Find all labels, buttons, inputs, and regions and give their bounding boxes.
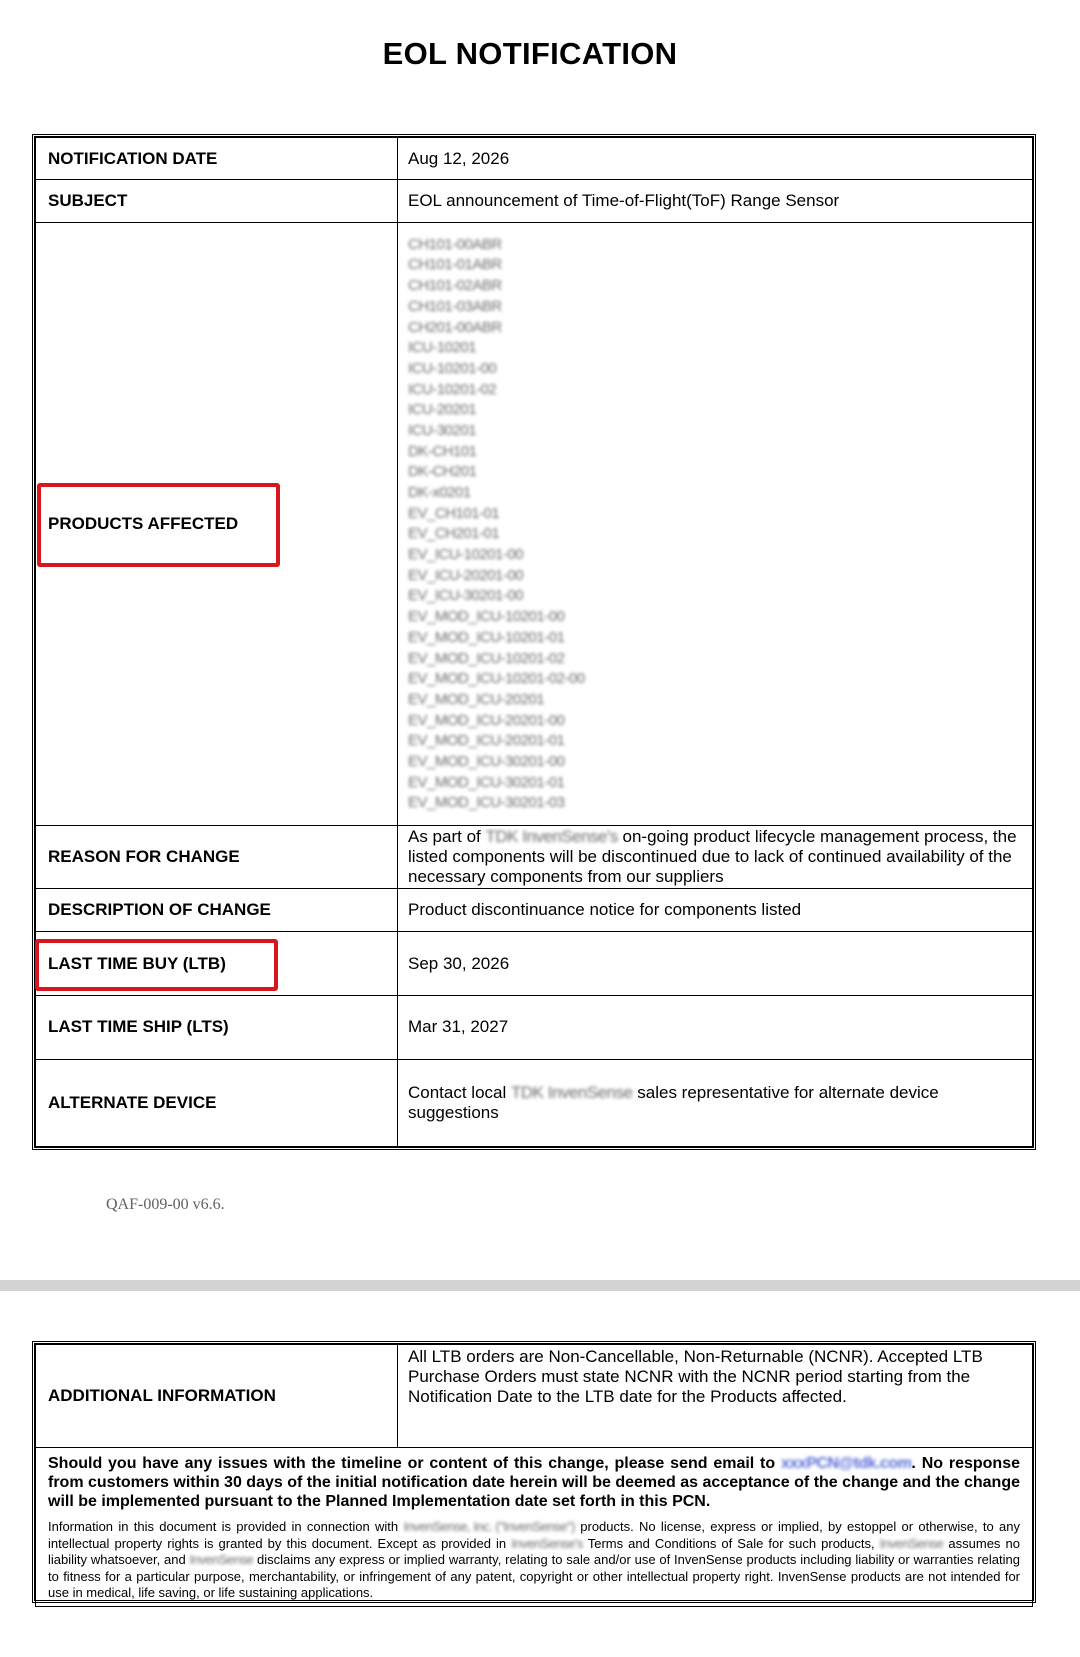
legal-part-1: Information in this document is provided in connection with [48,1519,399,1534]
notification-date-row [36,138,1033,180]
redacted-company-name: InvenSense, Inc. ("InvenSense") [403,1519,575,1534]
page-separator [0,1280,1080,1291]
notice-cell [36,1448,1033,1607]
legal-part-3: Terms and Conditions of Sale for such products, [587,1535,875,1551]
alternate-prefix: Contact local [408,1082,507,1102]
alternate-suffix: sales representative for alternate device suggestions [408,1082,939,1122]
redacted-company-name: TDK InvenSense's [485,827,618,847]
legal-part-5: disclaims any express or implied warranty, relating to sale and/or use of InvenSense products including liability or warranties relating to fitness for a particular purpose, merchantability, or infringement of any patent, copyright or other intellectual property right. InvenSense products are not intended for use in medical, life saving, or life sustaining applications. [48,1552,1020,1600]
notification-date-label: NOTIFICATION DATE [36,138,398,180]
additional-information-label: ADDITIONAL INFORMATION [36,1345,398,1448]
redacted-part-number: EV_ICU-10201-00 [408,546,524,564]
response-notice [36,1448,1032,1515]
redacted-part-number: DK-x0201 [408,484,471,502]
description-of-change-label: DESCRIPTION OF CHANGE [36,888,398,931]
notice-suffix: . No response from customers within 30 days of the initial notification date herein will be deemed as acceptance of the change and the change will be implemented pursuant to the Planned Implementation date set forth in this PCN. [48,1455,1020,1510]
redacted-company-name: InvenSense's [511,1535,583,1551]
products-affected-list [398,223,1033,826]
redacted-part-number: EV_MOD_ICU-20201-00 [408,711,565,729]
subject-label: SUBJECT [36,180,398,223]
alternate-device-row [36,1059,1033,1146]
redacted-company-name: TDK InvenSense [511,1082,633,1102]
additional-information-value: All LTB orders are Non-Cancellable, Non-Returnable (NCNR). Accepted LTB Purchase Orders must state NCNR with the NCNR period starting from the Notification Date to the LTB date for the Products affected. [398,1345,1033,1448]
highlight-box-last-time-buy [35,939,278,991]
redacted-part-number: EV_MOD_ICU-10201-00 [408,608,565,626]
alternate-device-label: ALTERNATE DEVICE [36,1059,398,1146]
redacted-part-number: DK-CH201 [408,463,477,481]
page-title: EOL NOTIFICATION [382,36,678,71]
eol-notification-table [32,134,1036,1150]
legal-part-2: products. No license, express or implied, by estoppel or otherwise, to any intellectual property rights is granted by this document. Except as provided in [48,1519,1020,1551]
additional-information-row [36,1345,1033,1448]
redacted-part-number: EV_MOD_ICU-10201-02 [408,649,565,667]
reason-suffix: on-going product lifecycle management process, the listed components will be discontinued due to lack of continued availability of the necessary components from our suppliers [408,827,1017,887]
notice-prefix: Should you have any issues with the timeline or content of this change, please send email to [48,1455,776,1472]
highlight-box-products-affected [37,483,280,567]
legal-disclaimer [36,1515,1032,1606]
subject-row [36,180,1033,223]
redacted-company-name: InvenSense [879,1535,944,1551]
redacted-part-number: EV_MOD_ICU-30201-00 [408,752,565,770]
redacted-part-number: EV_CH201-01 [408,525,500,543]
reason-for-change-label: REASON FOR CHANGE [36,826,398,888]
reason-for-change-row [36,826,1033,888]
last-time-buy-label: LAST TIME BUY (LTB) [36,931,398,995]
legal-part-4: assumes no liability whatsoever, and [48,1535,1020,1567]
redacted-part-number: EV_CH101-01 [408,504,500,522]
redacted-email: xxxPCN@tdk.com [781,1455,912,1472]
form-code: QAF-009-00 v6.6. [106,1196,225,1213]
redacted-part-number: CH201-00ABR [408,318,502,336]
last-time-ship-value: Mar 31, 2027 [398,996,1033,1059]
redacted-part-number: ICU-20201 [408,401,477,419]
redacted-part-number: EV_MOD_ICU-20201-01 [408,732,565,750]
redacted-part-number: EV_MOD_ICU-30201-03 [408,794,565,812]
description-of-change-value: Product discontinuance notice for components listed [398,888,1033,931]
redacted-part-number: ICU-10201-02 [408,380,497,398]
redacted-part-number: EV_MOD_ICU-10201-02-00 [408,670,585,688]
subject-value: EOL announcement of Time-of-Flight(ToF) Range Sensor [398,180,1033,223]
redacted-part-number: EV_MOD_ICU-10201-01 [408,628,565,646]
last-time-buy-value: Sep 30, 2026 [398,931,1033,995]
redacted-part-number: DK-CH101 [408,442,477,460]
notification-date-value: Aug 12, 2026 [398,138,1033,180]
additional-info-table [32,1341,1036,1603]
redacted-part-number: EV_ICU-20201-00 [408,566,524,584]
reason-prefix: As part of [408,827,481,847]
redacted-part-number: EV_ICU-30201-00 [408,587,524,605]
redacted-part-number: EV_MOD_ICU-30201-01 [408,773,565,791]
last-time-ship-label: LAST TIME SHIP (LTS) [36,996,398,1059]
last-time-ship-row [36,996,1033,1059]
products-affected-label: PRODUCTS AFFECTED [36,223,398,826]
description-of-change-row [36,888,1033,931]
redacted-company-name: InvenSense [189,1552,254,1567]
redacted-part-number: EV_MOD_ICU-20201 [408,690,545,708]
redacted-part-number: ICU-10201-00 [408,359,497,377]
notice-row [36,1448,1033,1607]
redacted-part-number: CH101-01ABR [408,256,502,274]
redacted-part-number: ICU-10201 [408,339,477,357]
redacted-part-number: ICU-30201 [408,421,477,439]
redacted-part-number: CH101-02ABR [408,277,502,295]
reason-for-change-value [398,826,1033,888]
redacted-part-number: CH101-00ABR [408,235,502,253]
alternate-device-value [398,1059,1033,1146]
redacted-part-number: CH101-03ABR [408,297,502,315]
